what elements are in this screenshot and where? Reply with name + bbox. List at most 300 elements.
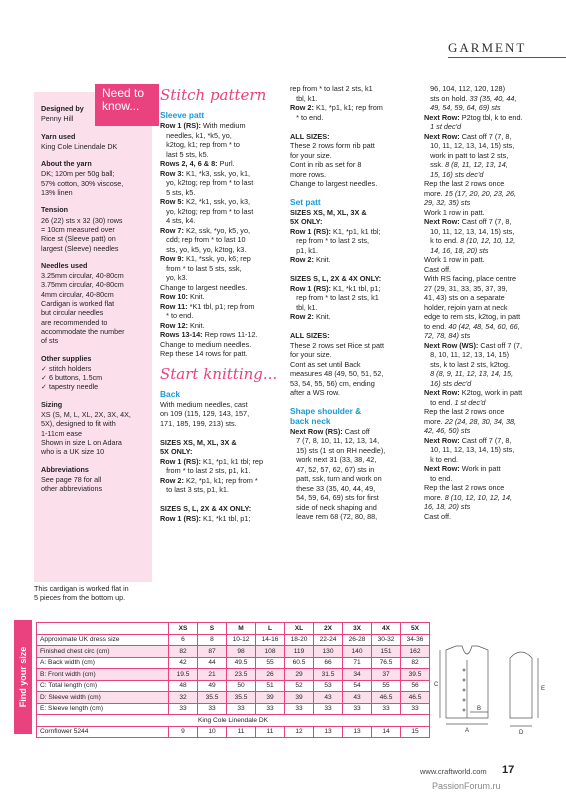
row-text: p1, k1.: [290, 245, 318, 255]
size-cell: 71: [343, 657, 372, 669]
row-label: Row 7:: [160, 225, 184, 235]
row-label: D: Sleeve width (cm): [37, 692, 169, 704]
pattern-line: [160, 150, 288, 160]
pattern-line: [424, 94, 554, 104]
size-row: [37, 692, 430, 704]
row-count: 40 (42, 48, 54, 60, 66,: [448, 321, 520, 331]
row-label: Next Row (WS):: [424, 340, 479, 350]
pattern-line: [290, 208, 418, 218]
size-cell: L: [256, 623, 285, 635]
diagram-label-c: C: [434, 682, 439, 688]
size-cell: 39: [285, 692, 314, 704]
pattern-line: [290, 350, 418, 360]
size-cell: 19.5: [169, 669, 198, 681]
row-text: 53, 54, 55, 56) cm, ending: [290, 378, 375, 388]
row-text: holder, rejoin yarn at neck: [424, 302, 508, 312]
pattern-line: [424, 189, 554, 199]
sleeve-patt-lines: [160, 121, 288, 359]
row-label: Next Row:: [424, 112, 460, 122]
button-dot: [463, 679, 465, 681]
size-cell: 51: [256, 680, 285, 692]
row-text: Rep these 14 rows for patt.: [160, 349, 248, 358]
size-cell: 33: [343, 703, 372, 715]
sleeve-patt-heading: Sleeve patt: [160, 110, 205, 120]
row-label: ALL SIZES:: [290, 131, 330, 141]
pattern-line: [160, 273, 288, 283]
size-row: [37, 646, 430, 658]
set-patt-heading: Set patt: [290, 196, 321, 207]
row-text: 27 (29, 31, 33, 35, 37, 39,: [424, 283, 508, 293]
pattern-line: [160, 207, 288, 217]
size-cell: 37: [372, 669, 401, 681]
text-line: 13% linen: [41, 188, 73, 198]
pattern-line: [290, 360, 418, 370]
need-to-know-panel: [34, 92, 152, 582]
yarn-header: King Cole Linendale DK: [37, 715, 430, 727]
pattern-line: [290, 455, 418, 465]
row-text: Work 1 row in patt.: [424, 255, 485, 264]
row-count: 14, 16, 18, 20) sts: [424, 245, 489, 255]
row-count: 8 (10, 12, 10, 12, 14,: [444, 492, 513, 502]
pattern-line: [290, 503, 418, 513]
footer-url: www.craftworld.com: [420, 767, 487, 776]
button-dot: [463, 669, 465, 671]
size-cell: 4X: [372, 623, 401, 635]
row-text: 15) sts (1 st on RH needle),: [290, 445, 386, 455]
pattern-line: [424, 474, 554, 484]
row-text: Cont as set until Back: [290, 359, 361, 369]
size-cell: 10: [198, 726, 227, 738]
size-cell: 46.5: [401, 692, 430, 704]
size-cell: 54: [343, 680, 372, 692]
pattern-line: [424, 322, 554, 332]
row-text: 4 sts, k4.: [160, 216, 196, 225]
abbreviations-block: [41, 465, 145, 494]
pattern-line: [290, 474, 418, 484]
pattern-line: [424, 84, 554, 94]
pattern-line: [290, 312, 418, 322]
row-text: leave rem 68 (72, 80, 88,: [290, 512, 378, 521]
size-row: [37, 680, 430, 692]
size-cell: 33: [401, 703, 430, 715]
pattern-line: [290, 160, 418, 170]
pattern-line: [424, 426, 554, 436]
diagram-label-a: A: [465, 728, 470, 734]
row-text: side of neck shaping and: [290, 502, 377, 512]
pattern-line: [424, 445, 554, 455]
supplies-block: [41, 354, 145, 392]
about-yarn-heading: About the yarn: [41, 159, 92, 169]
row-label: Row 2:: [290, 255, 314, 264]
find-your-size-label: Find your size: [18, 646, 28, 708]
size-cell: 66: [314, 657, 343, 669]
row-text: more.: [424, 492, 445, 502]
row-label: Row 1 (RS):: [290, 226, 331, 236]
row-text: K1, *k1 tbl, p1;: [330, 283, 381, 293]
row-label: SIZES S, L, 2X & 4X ONLY:: [160, 504, 252, 513]
row-text: Knit.: [313, 312, 331, 321]
tension-block: [41, 205, 145, 252]
pattern-line: [290, 331, 418, 341]
row-label: Row 1 (RS):: [290, 283, 331, 293]
yarn-used-value: King Cole Linendale DK: [41, 141, 118, 151]
pattern-line: [160, 235, 288, 245]
pattern-line: [160, 264, 288, 274]
pattern-line: [160, 169, 288, 179]
size-cell: 18-20: [285, 634, 314, 646]
size-cell: 21: [198, 669, 227, 681]
text-line: 57% cotton, 30% viscose,: [41, 178, 124, 188]
size-cell: 15: [401, 726, 430, 738]
row-text: K1, *k3, ssk, yo, k1,: [183, 168, 251, 178]
pattern-line: [424, 417, 554, 427]
column-3: [424, 84, 554, 521]
row-text: K1, *p1, k1 tbl;: [330, 226, 381, 236]
row-count: 1 st dec'd: [454, 397, 486, 407]
row-text: cdd; rep from * to last 10: [160, 235, 246, 244]
section-underline: [448, 57, 566, 58]
row-label: Row 3:: [160, 168, 184, 178]
row-label: Next Row:: [424, 131, 460, 141]
row-text: more.: [424, 188, 445, 198]
size-cell: 49: [198, 680, 227, 692]
row-text: With RS facing, place centre: [424, 274, 517, 283]
pattern-line: [290, 179, 418, 189]
row-text: * to end.: [160, 311, 194, 320]
size-cell: 5X: [401, 623, 430, 635]
row-text: from * to last 5 sts, ssk,: [160, 263, 242, 273]
pattern-line: [290, 293, 418, 303]
pattern-line: [160, 428, 288, 438]
pattern-line: [160, 485, 288, 495]
pattern-line: [424, 170, 554, 180]
row-text: to end.: [424, 473, 453, 483]
row-text: [290, 122, 292, 131]
pattern-line: [290, 170, 418, 180]
row-text: ssk.: [424, 160, 446, 169]
text-line: 3.25mm circular, 40-80cm: [41, 271, 124, 281]
pattern-line: [424, 312, 554, 322]
needles-block: [41, 261, 145, 346]
size-cell: 82: [169, 646, 198, 658]
row-text: k to end.: [424, 454, 459, 464]
pattern-line: [424, 360, 554, 370]
pattern-line: [160, 302, 288, 312]
size-cell: 9: [169, 726, 198, 738]
size-cell: 55: [372, 680, 401, 692]
row-text: 171, 185, 199, 213) sts.: [160, 418, 237, 428]
row-text: [160, 495, 162, 504]
row-text: K2, ssk, *yo, k5, yo,: [183, 225, 251, 235]
text-line: accommodate the number: [41, 326, 125, 336]
row-text: Knit.: [313, 255, 331, 264]
row-text: from * to last 2 sts, p1, k1.: [160, 466, 251, 475]
sizing-heading: Sizing: [41, 399, 63, 409]
text-line: of sts: [41, 336, 59, 346]
pattern-line: [160, 131, 288, 141]
size-cell: 46.5: [372, 692, 401, 704]
size-cell: 26: [256, 669, 285, 681]
text-line: 5 pieces from the bottom up.: [34, 593, 126, 603]
row-count: 49, 54, 59, 64, 69) sts: [424, 103, 501, 112]
size-cell: 31.5: [314, 669, 343, 681]
row-text: Change to largest needles.: [160, 282, 248, 292]
pattern-line: [424, 236, 554, 246]
text-line: 5X), designed to fit with: [41, 419, 116, 429]
pattern-line: [290, 369, 418, 379]
pattern-line: [424, 502, 554, 512]
pattern-line: [424, 122, 554, 132]
size-cell: 13: [314, 726, 343, 738]
pattern-line: [290, 493, 418, 503]
row-label: Row 11:: [160, 301, 188, 311]
row-text: Cont in rib as set for 8: [290, 160, 362, 169]
pattern-line: [290, 132, 418, 142]
row-text: * to end.: [290, 112, 324, 122]
row-text: Cast off 7 (7,: [478, 340, 522, 350]
row-text: after a WS row.: [290, 388, 340, 397]
row-label: Rows 2, 4, 6 & 8:: [160, 159, 218, 168]
row-text: patt, ssk, turn and work on: [290, 474, 382, 483]
pattern-line: [424, 103, 554, 113]
size-cell: 22-24: [314, 634, 343, 646]
pattern-line: [160, 226, 288, 236]
pattern-line: [160, 197, 288, 207]
pattern-line: [160, 283, 288, 293]
tension-heading: Tension: [41, 205, 69, 215]
size-cell: 33: [227, 703, 256, 715]
pattern-line: [160, 216, 288, 226]
row-text: tbl, k1.: [290, 93, 318, 103]
badge-line-1: Need to: [102, 86, 145, 100]
row-text: yo, k2tog; rep from * to last: [160, 206, 254, 216]
pattern-line: [160, 457, 288, 467]
designer-heading: Designed by: [41, 104, 84, 113]
sizing-lines: [41, 410, 145, 456]
row-text: With medium needles, cast: [160, 399, 248, 409]
pattern-line: [160, 321, 288, 331]
yarn-header-row: [37, 715, 430, 727]
pattern-line: [424, 407, 554, 417]
pattern-line: [424, 303, 554, 313]
size-cell: 76.5: [372, 657, 401, 669]
pattern-line: [160, 466, 288, 476]
garment-diagram: [432, 640, 554, 736]
text-line: Rice st (Sleeve patt) on: [41, 234, 116, 244]
start-knitting-heading: Start knitting...: [160, 364, 278, 383]
pattern-line: [160, 447, 288, 457]
supplies-heading: Other supplies: [41, 353, 92, 363]
row-label: Row 1 (RS):: [160, 121, 201, 130]
yarn-used-block: [41, 132, 145, 152]
pattern-line: [424, 379, 554, 389]
pattern-line: [424, 255, 554, 265]
row-label: Row 2:: [160, 475, 184, 485]
text-line: largest (Sleeve) needles: [41, 243, 119, 253]
row-text: 7 (7, 8, 10, 11, 12, 13, 14,: [290, 436, 380, 445]
diagram-label-d: D: [519, 730, 524, 736]
shape-shoulder-heading: Shape shoulder &: [290, 405, 362, 416]
pattern-line: [424, 284, 554, 294]
row-count: 1 st dec'd: [424, 122, 462, 131]
row-text: P2tog tbl, k to end.: [459, 112, 523, 122]
pattern-line: [160, 495, 288, 505]
size-cell: 162: [401, 646, 430, 658]
pattern-line: [160, 514, 288, 524]
size-cell: 6: [169, 634, 198, 646]
size-cell: 34: [343, 669, 372, 681]
size-cell: 26-28: [343, 634, 372, 646]
pattern-line: [290, 255, 418, 265]
size-cell: 33: [169, 703, 198, 715]
row-text: measures 48 (49, 50, 51, 52,: [290, 369, 384, 378]
row-label: Row 9:: [160, 254, 184, 263]
button-dot: [463, 699, 465, 701]
size-cell: 32: [169, 692, 198, 704]
row-label: 5X ONLY:: [290, 217, 323, 226]
row-text: rep from * to last 2 sts, k1: [290, 293, 379, 302]
pattern-line: [424, 265, 554, 275]
needles-lines: [41, 271, 145, 345]
size-cell: 42: [169, 657, 198, 669]
row-count: 22 (24, 28, 30, 34, 38,: [444, 416, 517, 426]
row-text: K1, *p1, k1 tbl; rep: [200, 456, 264, 466]
row-label: Finished chest circ (cm): [37, 646, 169, 658]
size-cell: 14-16: [256, 634, 285, 646]
row-text: K1, *k1 tbl, p1;: [200, 513, 251, 523]
row-text: With medium: [200, 121, 246, 130]
need-to-know-badge: [95, 84, 159, 126]
row-text: rep from * to last 2 sts,: [290, 236, 370, 245]
row-text: yo, k3.: [160, 273, 188, 282]
row-text: These 2 rows set Rice st patt: [290, 340, 385, 350]
row-text: 54, 59, 64, 69) sts for first: [290, 493, 379, 502]
row-text: These 2 rows form rib patt: [290, 141, 375, 150]
size-cell: 130: [314, 646, 343, 658]
row-label: Next Row:: [424, 464, 460, 473]
size-cell: 60.5: [285, 657, 314, 669]
pattern-line: [424, 227, 554, 237]
row-label: SIZES XS, M, XL, 3X &: [290, 207, 367, 217]
pattern-line: [160, 504, 288, 514]
back-neck-heading: back neck: [290, 415, 331, 426]
pattern-line: [290, 446, 418, 456]
size-cell: 33: [285, 703, 314, 715]
row-text: 10, 11, 12, 13, 14, 15) sts,: [424, 141, 515, 150]
row-text: 96, 104, 112, 120, 128): [424, 84, 506, 93]
size-row: [37, 703, 430, 715]
text-line: ✓ tapestry needle: [41, 382, 99, 392]
stitch-pattern-heading: Stitch pattern: [160, 86, 267, 104]
abbreviations-lines: [41, 475, 145, 494]
row-label: E: Sleeve length (cm): [37, 703, 169, 715]
pattern-line: [160, 409, 288, 419]
size-cell: 10-12: [227, 634, 256, 646]
rib-lines: [290, 84, 418, 189]
row-count: 72, 78, 84) sts: [424, 331, 471, 340]
diagram-label-e: E: [541, 686, 546, 692]
row-text: 10, 11, 12, 13, 14, 15) sts,: [424, 226, 515, 236]
size-cell: 29: [285, 669, 314, 681]
row-count: 29, 32, 35) sts: [424, 198, 471, 207]
row-text: Knit.: [187, 292, 205, 301]
pattern-line: [290, 465, 418, 475]
row-text: Cast off 7 (7, 8,: [459, 217, 512, 226]
row-text: to end.: [424, 321, 449, 331]
row-text: more rows.: [290, 169, 327, 179]
back-heading: Back: [160, 388, 181, 399]
pattern-line: [424, 493, 554, 503]
row-count: 8 (10, 12, 10, 12,: [460, 236, 516, 245]
pattern-line: [424, 179, 554, 189]
size-cell: 48: [169, 680, 198, 692]
size-cell: 39: [256, 692, 285, 704]
pattern-line: [424, 369, 554, 379]
pattern-line: [424, 483, 554, 493]
pattern-line: [160, 140, 288, 150]
size-cell: 33: [314, 703, 343, 715]
size-cell: 43: [314, 692, 343, 704]
pattern-line: [160, 330, 288, 340]
size-cell: 23.5: [227, 669, 256, 681]
pattern-line: [424, 464, 554, 474]
pattern-line: [424, 398, 554, 408]
pattern-line: [424, 350, 554, 360]
row-label: Row 5:: [160, 197, 184, 206]
pattern-line: [424, 274, 554, 284]
pattern-line: [424, 331, 554, 341]
row-text: work next 31 (33, 38, 42,: [290, 455, 377, 464]
size-header-row: [37, 623, 430, 635]
row-text: these 33 (35, 40, 44, 49,: [290, 483, 376, 493]
construction-note: [34, 584, 154, 603]
pattern-line: [290, 427, 418, 437]
pattern-line: [424, 208, 554, 218]
pattern-line: [160, 178, 288, 188]
pattern-line: [290, 322, 418, 332]
sleeve-outline: [510, 652, 532, 718]
row-count: 16) sts dec'd: [424, 378, 472, 388]
pattern-line: [424, 160, 554, 170]
row-label: Row 1 (RS):: [160, 456, 201, 466]
row-text: K1, *p1, k1; rep from: [313, 103, 383, 112]
pattern-line: [290, 274, 418, 284]
size-cell: 53: [314, 680, 343, 692]
text-line: DK; 120m per 50g ball;: [41, 169, 115, 179]
row-count: 8 (8, 9, 11, 12, 13, 14, 15,: [424, 369, 514, 378]
set-patt-lines: [290, 208, 418, 398]
size-cell: 140: [343, 646, 372, 658]
pattern-line: [290, 141, 418, 151]
row-text: 47, 52, 57, 62, 67) sts in: [290, 464, 375, 474]
badge-line-2: know...: [102, 99, 140, 113]
text-line: = 10cm measured over: [41, 224, 115, 234]
pattern-line: [290, 103, 418, 113]
page-number: 17: [502, 764, 515, 776]
row-text: for your size.: [290, 150, 332, 160]
size-cell: 8: [198, 634, 227, 646]
row-label: Next Row:: [424, 435, 460, 445]
row-count: 8 (8, 11, 12, 13, 14,: [445, 160, 508, 169]
row-text: [290, 265, 292, 274]
pattern-line: [424, 198, 554, 208]
row-text: edge to rem sts, k2tog, in patt: [424, 312, 521, 321]
text-line: ✓ 6 buttons, 1.5cm: [41, 373, 103, 383]
pattern-line: [290, 341, 418, 351]
row-text: Knit.: [187, 320, 205, 330]
button-dot: [463, 689, 465, 691]
row-text: more.: [424, 416, 445, 426]
